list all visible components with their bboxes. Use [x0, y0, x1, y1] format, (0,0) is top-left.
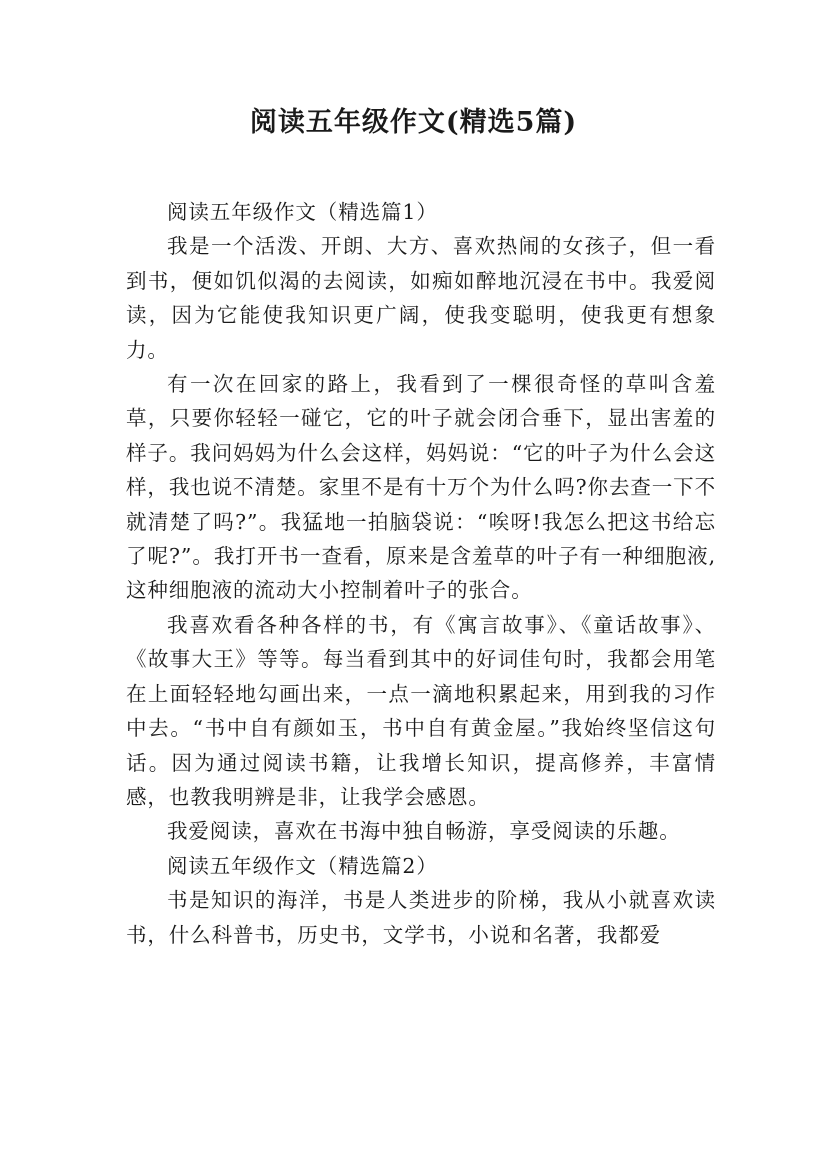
paragraph-conclusion: 我爱阅读，喜欢在书海中独自畅游，享受阅读的乐趣。: [167, 819, 681, 844]
document-body: [126, 195, 716, 952]
paragraph-intro: 我是一个活泼、开朗、大方、喜欢热闹的女孩子，但一看到书，便如饥似渴的去阅读，如痴如醉地沉浸在书中。我爱阅读，因为它能使我知识更广阔，使我变聪明，使我更有想象力。: [126, 234, 716, 362]
section-heading-1: 阅读五年级作文（精选篇1）: [167, 200, 438, 224]
document-title: 阅读五年级作文(精选5篇): [249, 107, 578, 138]
paragraph-mimosa: 有一次在回家的路上，我看到了一棵很奇怪的草叫含羞草，只要你轻轻一碰它，它的叶子就会闭合垂下，显出害羞的样子。我问妈妈为什么会这样，妈妈说：“它的叶子为什么会这样，我也说不清楚。家里不是有十万个为什么吗?你去查一下不就清楚了吗?”。我猛地一拍脑袋说：“唉呀!我怎么把这书给忘了呢?”。我打开书一查看，原来是含羞草的叶子有一种细胞液,这种细胞液的流动大小控制着叶子的张合。: [126, 372, 716, 603]
section-heading-2: 阅读五年级作文（精选篇2）: [167, 853, 438, 878]
paragraph-section2-start: 书是知识的海洋，书是人类进步的阶梯，我从小就喜欢读书，什么科普书，历史书，文学书，小说和名著，我都爱: [126, 888, 716, 947]
paragraph-favorite-books: 我喜欢看各种各样的书，有《寓言故事》、《童话故事》、《故事大王》等等。每当看到其中的好词佳句时，我都会用笔在上面轻轻地勾画出来，一点一滴地积累起来，用到我的习作中去。“书中自有颜如玉，书中自有黄金屋。”我始终坚信这句话。因为通过阅读书籍，让我增长知识，提高修养，丰富情感，也教我明辨是非，让我学会感恩。: [126, 612, 716, 809]
